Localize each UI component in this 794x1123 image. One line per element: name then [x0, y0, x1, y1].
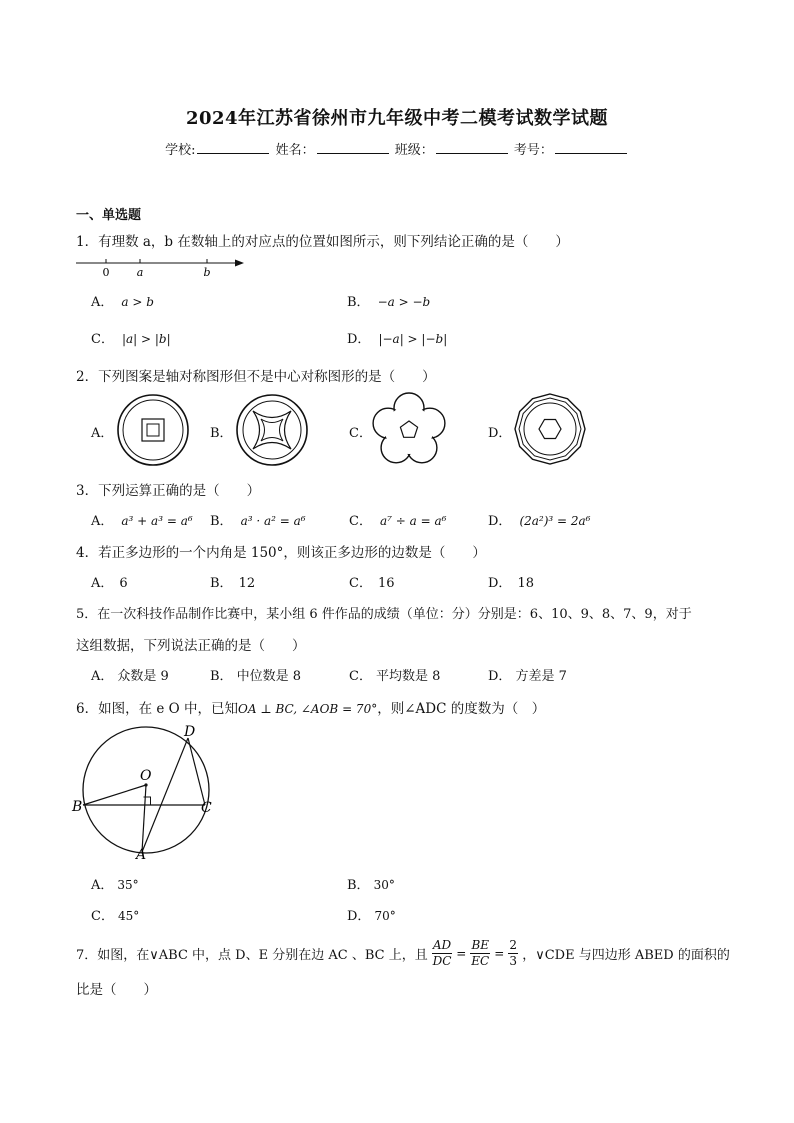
section-title: 一、单选题 — [76, 208, 142, 223]
q2-option-c-label[interactable]: C． — [349, 426, 372, 441]
option-label: D． — [488, 514, 512, 529]
option-value: −a > −b — [377, 295, 431, 309]
q6-option-c[interactable] — [91, 905, 139, 924]
q1-option-a[interactable] — [91, 291, 154, 310]
option-label: A． — [91, 514, 114, 529]
q4-option-c[interactable] — [349, 572, 395, 591]
question-5-line-2: 这组数据，下列说法正确的是（ ） — [76, 638, 306, 654]
q1-option-d[interactable] — [347, 328, 447, 347]
q6-text-post: ，则∠ADC 的度数为（ ） — [377, 701, 546, 717]
q6-option-d[interactable] — [347, 905, 396, 924]
flower-pentagon-figure — [370, 390, 448, 468]
circle-geometry-figure — [70, 722, 220, 862]
option-label: C． — [91, 332, 114, 347]
question-2-text: 2．下列图案是轴对称图形但不是中心对称图形的是（ ） — [76, 369, 436, 385]
q5-option-d[interactable] — [488, 665, 567, 684]
q5-option-a[interactable] — [91, 665, 169, 684]
option-value: 中位数是 8 — [236, 669, 301, 684]
q2-option-a-label[interactable]: A． — [91, 426, 114, 441]
option-label: D． — [347, 332, 371, 347]
option-value: a⁷ ÷ a = a⁶ — [379, 514, 447, 528]
option-label: A． — [91, 295, 114, 310]
q6-text-pre: 6．如图，在 e O 中，已知 — [76, 701, 239, 717]
option-value: |a| > |b| — [121, 332, 171, 346]
q6-condition: OA ⊥ BC, ∠AOB = 70° — [238, 702, 378, 716]
q1-option-c[interactable] — [91, 328, 171, 347]
class-blank — [436, 140, 508, 154]
q5-option-c[interactable] — [349, 665, 440, 684]
option-label: A． — [91, 669, 114, 684]
fraction-denominator: DC — [432, 954, 452, 968]
student-info-line — [0, 139, 794, 158]
q6-option-b[interactable] — [347, 874, 395, 893]
class-label: 班级： — [394, 143, 434, 158]
question-7-line-1: 7．如图，在∨ABC 中，点 D、E 分别在边 AC 、BC 上，且 $\frac{AD}{DC}$ = $\frac{BE}{EC}$ = $\frac{2}{3}$ ，∨CDE 与四边形 ABED 的面积的 — [76, 938, 730, 968]
numberline-a-label: a — [136, 266, 144, 279]
question-5-line-1: 5．在一次科技作品制作比赛中，某小组 6 件作品的成绩（单位：分）分别是：6、10、9、8、7、9，对于 — [76, 607, 692, 622]
point-label-o: O — [140, 768, 152, 784]
fraction-numerator: AD — [432, 938, 452, 952]
q3-option-c[interactable] — [349, 510, 446, 529]
option-label: B． — [210, 576, 233, 591]
fraction-denominator: EC — [471, 954, 490, 968]
option-label: A． — [91, 576, 114, 591]
option-value: a > b — [121, 295, 154, 309]
q2-option-b-label[interactable]: B． — [210, 426, 233, 441]
option-label: C． — [349, 576, 372, 591]
option-value: 方差是 7 — [515, 669, 567, 684]
school-label: 学校: — [165, 143, 196, 158]
point-label-d: D — [184, 724, 196, 740]
dodecagon-hexagon-figure — [511, 390, 589, 468]
option-label: D． — [347, 909, 371, 924]
numberline-zero-label: 0 — [102, 266, 110, 279]
question-3-text: 3．下列运算正确的是（ ） — [76, 483, 261, 499]
option-label: A． — [91, 878, 114, 893]
option-value: 6 — [119, 576, 128, 591]
name-blank — [317, 140, 389, 154]
page-title: 2024年江苏省徐州市九年级中考二模考试数学试题 — [185, 108, 609, 129]
q4-option-a[interactable] — [91, 572, 128, 591]
q4-option-d[interactable] — [488, 572, 534, 591]
option-value: |−a| > |−b| — [378, 332, 448, 346]
option-label: C． — [349, 669, 372, 684]
option-value: 16 — [377, 576, 395, 591]
option-label: B． — [210, 669, 233, 684]
name-label: 姓名： — [275, 143, 315, 158]
coin-curved-square-figure — [234, 392, 310, 468]
option-value: a³ + a³ = a⁶ — [121, 514, 193, 528]
fraction-numerator: BE — [471, 938, 490, 952]
number-line-figure — [72, 254, 250, 280]
point-label-c: C — [201, 800, 212, 816]
q1-option-b[interactable] — [347, 291, 430, 310]
numberline-b-label: b — [203, 266, 211, 279]
option-value: a³ · a² = a⁶ — [240, 514, 306, 528]
fraction-numerator: 2 — [509, 938, 518, 952]
option-value: 众数是 9 — [117, 669, 169, 684]
q6-option-a[interactable] — [91, 874, 139, 893]
option-label: B． — [210, 514, 233, 529]
q4-option-b[interactable] — [210, 572, 255, 591]
point-label-b: B — [72, 799, 83, 815]
option-value: (2a²)³ = 2a⁶ — [519, 514, 591, 528]
q5-option-b[interactable] — [210, 665, 301, 684]
question-1-text: 1．有理数 a，b 在数轴上的对应点的位置如图所示，则下列结论正确的是（ ） — [76, 234, 569, 250]
option-label: C． — [349, 514, 372, 529]
option-value: 70° — [374, 909, 396, 923]
fraction-two-thirds — [508, 938, 518, 969]
exam-no-label: 考号： — [513, 143, 553, 158]
q7-text-post: ，∨CDE 与四边形 ABED 的面积的 — [522, 948, 730, 963]
option-value: 45° — [117, 909, 140, 923]
option-value: 18 — [517, 576, 534, 591]
option-value: 12 — [238, 576, 256, 591]
option-value: 30° — [373, 878, 395, 892]
fraction-ad-dc — [432, 938, 452, 969]
q3-option-a[interactable] — [91, 510, 193, 529]
fraction-denominator: 3 — [509, 954, 518, 968]
question-6-text — [76, 697, 545, 717]
option-value: 35° — [117, 878, 139, 892]
coin-square-hole-figure — [115, 392, 191, 468]
q7-text-pre: 7．如图，在∨ABC 中，点 D、E 分别在边 AC 、BC 上，且 — [76, 948, 428, 963]
option-label: D． — [488, 576, 512, 591]
point-label-a: A — [136, 847, 147, 862]
option-label: D． — [488, 669, 512, 684]
option-value: 平均数是 8 — [375, 669, 441, 684]
question-7-line-2: 比是（ ） — [76, 982, 157, 998]
q2-option-d-label[interactable]: D． — [488, 426, 512, 441]
fraction-be-ec — [470, 938, 490, 969]
exam-no-blank — [555, 140, 627, 154]
question-4-text: 4．若正多边形的一个内角是 150°，则该正多边形的边数是（ ） — [76, 545, 486, 561]
q3-option-d[interactable] — [488, 510, 591, 529]
option-label: C． — [91, 909, 114, 924]
option-label: B． — [347, 878, 370, 893]
q3-option-b[interactable] — [210, 510, 306, 529]
option-label: B． — [347, 295, 370, 310]
school-blank — [197, 140, 269, 154]
